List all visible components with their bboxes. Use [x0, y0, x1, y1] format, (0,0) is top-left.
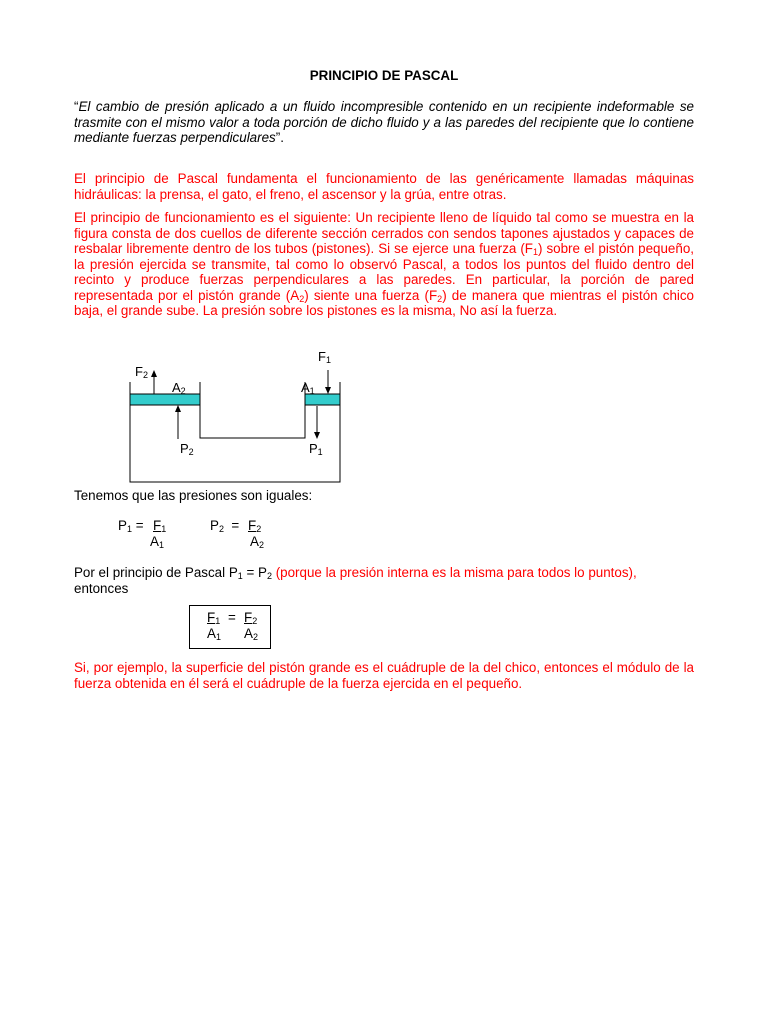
- label-f1: $F_1$: [318, 349, 331, 365]
- intro-paragraph: El principio de Pascal fundamenta el funcionamiento de las genéricamente llamadas máquinas hidráulicas: la prensa, el gato, el freno, el ascensor y la grúa, entre otras.: [74, 171, 694, 202]
- large-piston: [130, 394, 200, 405]
- paragraph2-part-d: ) de manera que mientras el pistón chico baja, el grande sube. La presión sobre los pistones es la misma, No así la fuerza.: [74, 287, 695, 318]
- sub-2: 2: [299, 293, 305, 304]
- formula-p1-numerator: $F_1$: [153, 518, 167, 534]
- quote-open: “: [74, 99, 79, 114]
- f1-arrowhead-icon: [325, 387, 331, 394]
- pascal-equality-text: Por el principio de Pascal $P_1 = P_2$ (porque la presión interna es la misma para todos lo puntos), entonces: [74, 565, 637, 596]
- container-inner-wall: [200, 382, 305, 438]
- sub-1: 1: [532, 247, 538, 257]
- conclusion-paragraph: Si, por ejemplo, la superficie del pistón grande es el cuádruple de la del chico, entonces el módulo de la fuerza obtenida en él será el cuádruple de la fuerza ejercida en el pequeño.: [74, 660, 694, 691]
- quote-text: El cambio de presión aplicado a un fluido incompresible contenido en un recipiente indeformable se trasmite con el mismo valor a toda porción de dicho fluido y a las paredes del recipiente que lo contiene mediante fuerzas perpendiculares: [74, 99, 694, 145]
- paragraph2-part-b: ) sobre el pistón pequeño, la presión ejercida se transmite, tal como lo observó Pascal, a todos los puntos del fluido dentro del recinto y produce fuerzas perpendiculares a las paredes. En particular, la porción de pared representada por el pistón grande (A: [74, 241, 694, 303]
- formula-p1-denominator: $A_1$: [150, 534, 164, 550]
- label-f2: $F_2$: [135, 364, 148, 380]
- equality-explanation: (porque la presión interna es la misma para todos lo puntos),: [271, 565, 637, 580]
- label-a2: $A_2$: [172, 380, 186, 396]
- pressures-equal-text: Tenemos que las presiones son iguales:: [74, 488, 313, 503]
- page-title: PRINCIPIO DE PASCAL: [309, 68, 459, 83]
- paragraph2-part-c: ) siente una fuerza (F: [304, 287, 438, 303]
- formula-p2-lhs: $P_2$ =: [210, 518, 240, 534]
- paragraph2-part-a: El principio de funcionamiento es el siguiente: Un recipiente lleno de líquido tal como se muestra en la figura consta de dos cuellos de diferente sección cerrados con sendos tapones ajustados y capaces de resbalar libremente dentro de los tubos (pistones). Si se ejerce una fuerza (F: [74, 210, 694, 256]
- label-p1: $P_1$: [309, 441, 323, 457]
- label-p2: $P_2$: [180, 441, 194, 457]
- f2-arrowhead-icon: [151, 370, 157, 377]
- formula-p2-denominator: $A_2$: [250, 534, 264, 550]
- p1-arrowhead-icon: [314, 432, 320, 439]
- formula-p2-numerator: $F_2$: [248, 518, 262, 534]
- quote-close: ”.: [275, 130, 284, 145]
- result-f2-numerator: $F_2$: [244, 610, 258, 626]
- result-a1-denominator: $A_1$: [207, 626, 221, 642]
- sub-2b: 2: [437, 293, 443, 304]
- result-f1-numerator: $F_1$: [207, 610, 221, 626]
- result-a2-denominator: $A_2$: [244, 626, 258, 642]
- label-a1: $A_1$: [301, 380, 315, 396]
- p2-arrowhead-icon: [175, 405, 181, 412]
- formula-p1-lhs: $P_1$ =: [118, 518, 144, 534]
- result-equals: =: [228, 610, 236, 625]
